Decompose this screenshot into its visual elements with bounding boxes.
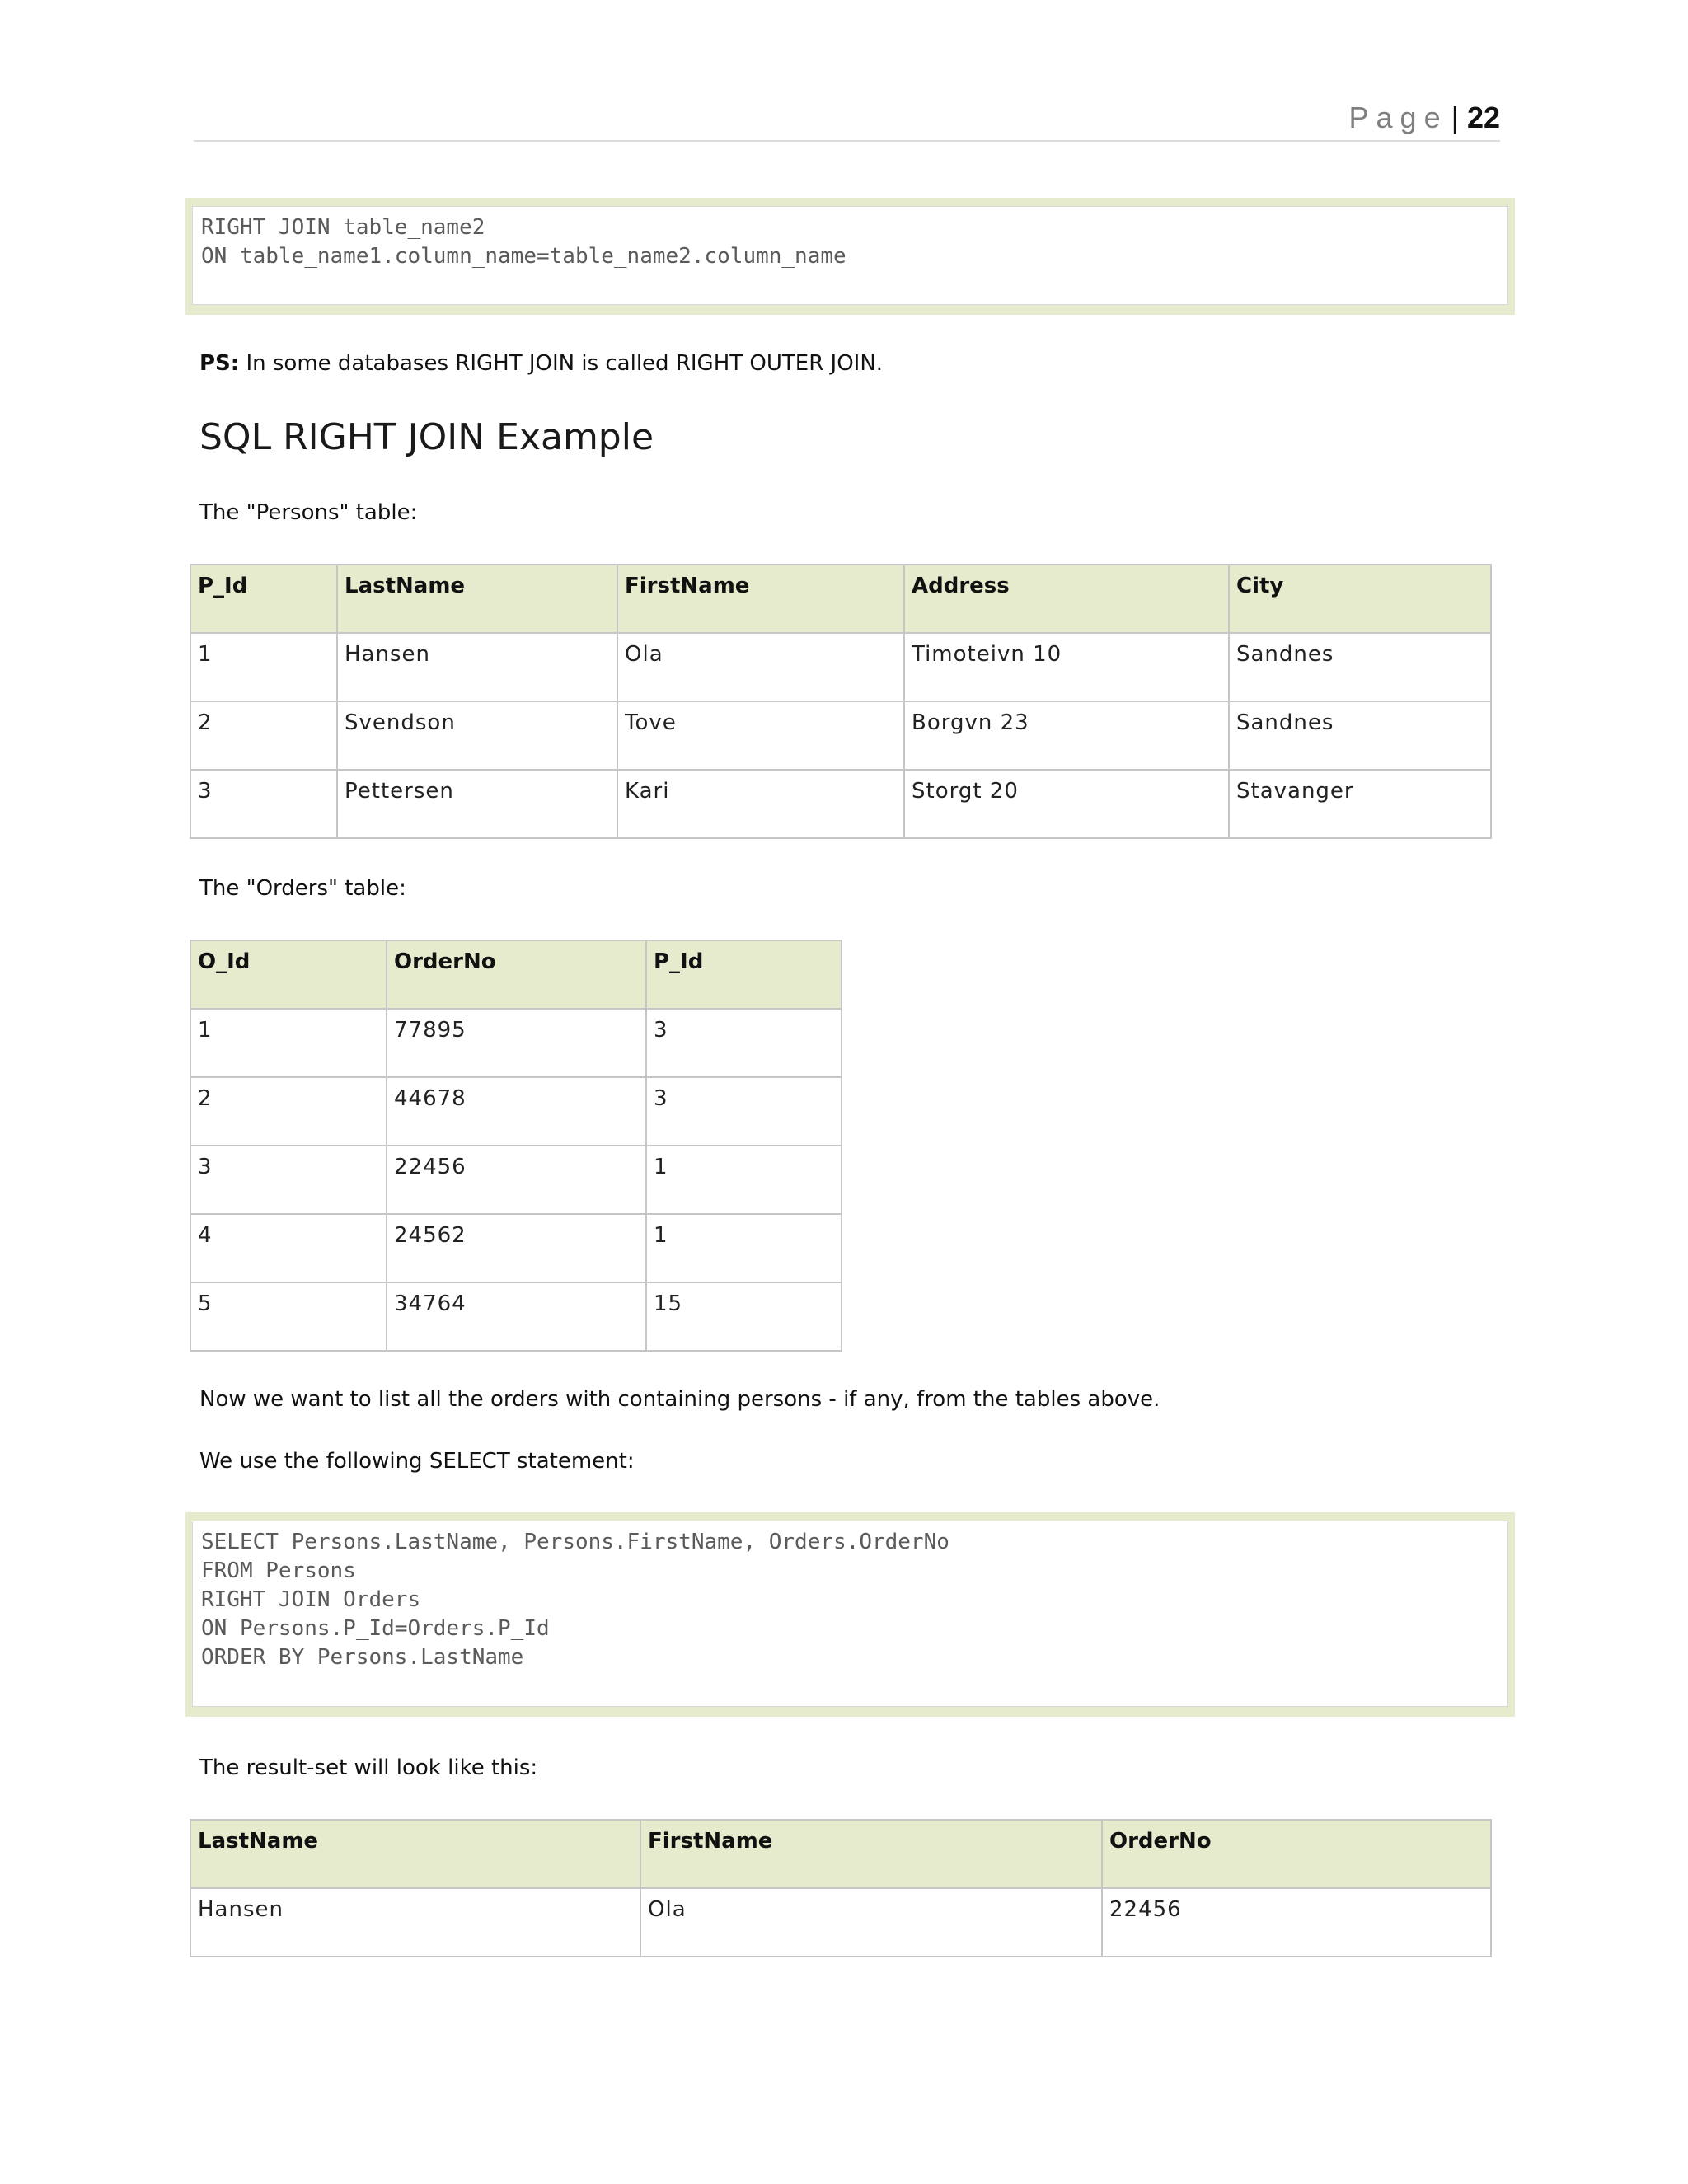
column-header: O_Id — [190, 940, 387, 1009]
code-line: ON Persons.P_Id=Orders.P_Id — [201, 1616, 550, 1641]
table-cell: Ola — [617, 633, 904, 701]
table-cell: 5 — [190, 1282, 387, 1351]
page-label: Page — [1348, 101, 1448, 134]
example-heading: SQL RIGHT JOIN Example — [199, 416, 654, 458]
table-row — [190, 701, 1491, 770]
table-cell: 3 — [646, 1077, 842, 1146]
orders-caption: The "Orders" table: — [199, 876, 406, 901]
table-cell: Stavanger — [1229, 770, 1491, 838]
table-cell: 2 — [190, 701, 337, 770]
table-cell: 34764 — [387, 1282, 646, 1351]
code-line: RIGHT JOIN Orders — [201, 1587, 421, 1612]
table-row — [190, 1282, 842, 1351]
table-row — [190, 1888, 1491, 1957]
code-line: SELECT Persons.LastName, Persons.FirstName, Orders.OrderNo — [201, 1530, 950, 1554]
column-header: P_Id — [190, 565, 337, 633]
table-cell: Pettersen — [337, 770, 617, 838]
column-header: City — [1229, 565, 1491, 633]
table-cell: 4 — [190, 1214, 387, 1282]
table-cell: 2 — [190, 1077, 387, 1146]
table-row — [190, 633, 1491, 701]
persons-caption: The "Persons" table: — [199, 500, 418, 525]
persons-table — [190, 564, 1492, 839]
column-header: LastName — [190, 1820, 640, 1888]
table-row — [190, 1214, 842, 1282]
code-line: ORDER BY Persons.LastName — [201, 1645, 524, 1670]
result-caption: The result-set will look like this: — [199, 1755, 538, 1780]
column-header: LastName — [337, 565, 617, 633]
table-cell: Sandnes — [1229, 633, 1491, 701]
table-cell: 22456 — [387, 1146, 646, 1214]
page-separator: | — [1451, 101, 1459, 134]
table-cell: 15 — [646, 1282, 842, 1351]
table-cell: Svendson — [337, 701, 617, 770]
column-header: FirstName — [617, 565, 904, 633]
table-cell: Sandnes — [1229, 701, 1491, 770]
intro-text: Now we want to list all the orders with containing persons - if any, from the tables above. — [199, 1387, 1160, 1412]
table-cell: 1 — [190, 1009, 387, 1077]
result-table — [190, 1819, 1492, 1957]
table-row — [190, 1146, 842, 1214]
select-intro: We use the following SELECT statement: — [199, 1449, 635, 1474]
column-header: Address — [904, 565, 1229, 633]
table-row — [190, 1009, 842, 1077]
table-cell: Hansen — [337, 633, 617, 701]
table-cell: Timoteivn 10 — [904, 633, 1229, 701]
table-cell: 22456 — [1102, 1888, 1491, 1957]
table-cell: Borgvn 23 — [904, 701, 1229, 770]
page-number: 22 — [1466, 101, 1500, 134]
code-line: ON table_name1.column_name=table_name2.column_name — [201, 244, 846, 269]
column-header: OrderNo — [1102, 1820, 1491, 1888]
table-cell: 24562 — [387, 1214, 646, 1282]
table-cell: 1 — [190, 633, 337, 701]
code-line: RIGHT JOIN table_name2 — [201, 215, 485, 240]
table-cell: Tove — [617, 701, 904, 770]
table-cell: Hansen — [190, 1888, 640, 1957]
table-header-row — [190, 565, 1491, 633]
table-cell: 77895 — [387, 1009, 646, 1077]
page-header — [194, 92, 1500, 142]
syntax-code-content — [192, 206, 1508, 305]
table-cell: 44678 — [387, 1077, 646, 1146]
orders-table — [190, 940, 842, 1352]
table-cell: Ola — [640, 1888, 1102, 1957]
table-cell: 1 — [646, 1214, 842, 1282]
page-number-label — [1349, 101, 1500, 135]
table-cell: 1 — [646, 1146, 842, 1214]
table-cell: Kari — [617, 770, 904, 838]
table-cell: 3 — [190, 770, 337, 838]
select-code-content — [192, 1521, 1508, 1707]
code-line: FROM Persons — [201, 1558, 356, 1583]
table-row — [190, 770, 1491, 838]
syntax-code-box — [185, 198, 1515, 315]
column-header: P_Id — [646, 940, 842, 1009]
ps-label: PS: — [199, 351, 240, 376]
table-header-row — [190, 1820, 1491, 1888]
table-cell: 3 — [646, 1009, 842, 1077]
table-row — [190, 1077, 842, 1146]
ps-note — [199, 351, 883, 376]
column-header: FirstName — [640, 1820, 1102, 1888]
table-cell: Storgt 20 — [904, 770, 1229, 838]
column-header: OrderNo — [387, 940, 646, 1009]
table-cell: 3 — [190, 1146, 387, 1214]
select-code-box — [185, 1512, 1515, 1717]
ps-text: In some databases RIGHT JOIN is called RIGHT OUTER JOIN. — [246, 351, 884, 376]
table-header-row — [190, 940, 842, 1009]
